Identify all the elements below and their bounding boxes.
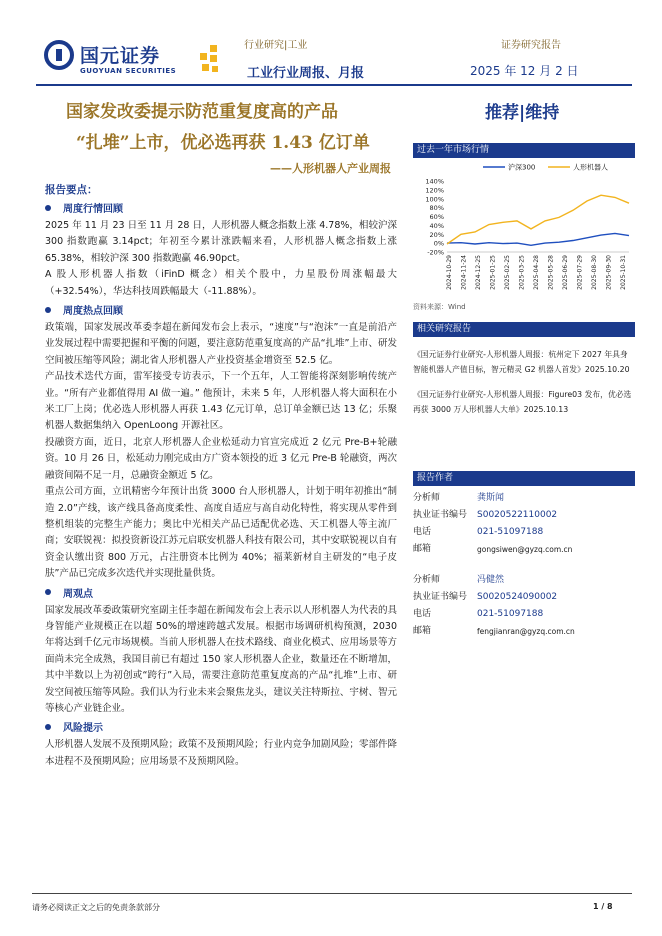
header-subtitle: 工业行业周报、月报	[247, 66, 365, 81]
author-email[interactable]: fengjianran@gyzq.com.cn	[477, 627, 575, 636]
author-row: 邮箱 gongsiwen@gyzq.com.cn	[413, 541, 635, 558]
series-line-humanoid	[447, 195, 629, 244]
header-date: 2025 年 12 月 2 日	[470, 64, 579, 78]
x-tick-label: 2025-05-28	[547, 255, 555, 290]
market-chart-title-bar: 过去一年市场行情	[413, 143, 635, 158]
x-tick-label: 2024-11-24	[460, 255, 468, 290]
bullet-dot-icon	[45, 589, 51, 595]
section-heading: 周度行情回顾	[45, 200, 397, 215]
report-title-line2: “扎堆”上市，优必选再获 1.43 亿订单	[76, 133, 370, 153]
x-tick-label: 2025-10-31	[620, 255, 627, 290]
logo-text-cn: 国元证券	[80, 45, 161, 67]
legend-label: 人形机器人	[573, 163, 608, 172]
y-tick-label: 100%	[425, 195, 444, 204]
series-line-hs300	[447, 233, 629, 245]
x-tick-label: 2025-02-25	[504, 255, 511, 290]
related-reports-title: 相关研究报告	[413, 322, 635, 337]
legend-label: 沪深300	[508, 163, 536, 172]
bullet-dot-icon	[45, 307, 51, 313]
author-name: 冯健然	[477, 575, 505, 585]
page-number: 1 / 8	[593, 902, 613, 911]
paragraph: 重点公司方面，立讯精密今年预计出货 3000 台人形机器人，计划于明年初推出“制造 2.0”产线，该产线具备高度柔性、高度自适应与高自动化特性，将实现从零件到整机组装的完整生产能力；奥比中光相关产品已适配优必选、天工机器人等主流厂商；安联锐视：拟投资新设江苏元启联安机器人科技有限公司，其中安联锐视以自有资金认缴出资 800 万元，占注册资本比例为 40%；福莱新材自主研发的“电子皮肤”产品已完成多次迭代并实现批量供货。	[45, 486, 397, 580]
header-category: 行业研究|工业	[244, 40, 308, 51]
footer-divider	[32, 893, 632, 894]
author-row: 分析师 冯健然	[413, 572, 635, 589]
paragraph: 国家发展改革委政策研究室副主任李超在新闻发布会上表示以人形机器人为代表的具身智能产业规模正在以超 50%的增速跨越式发展。根据市场调研机构预测，2030 年将达到千亿元市场规模。当前人形机器人在技术路线、商业化模式、应用场景等方面尚未完全成熟，我国目前已有超过 150 家人形机器人企业，数量还在不断增加，其中半数以上为初创或“跨行”入局，需要注意防范重复度高的产品“扎堆”上市、研发空间被压缩等风险。我们认为行业未来会聚焦龙头，建议关注特斯拉、宇树、智元等核心产业链企业。	[45, 604, 397, 714]
section-heading: 周度热点回顾	[45, 302, 397, 317]
author-row: 执业证书编号 S0020522110002	[413, 510, 558, 520]
author-email[interactable]: gongsiwen@gyzq.com.cn	[477, 545, 573, 554]
page-header	[0, 0, 662, 86]
x-tick-label: 2025-01-25	[489, 255, 497, 290]
author-row: 分析师 龚斯闻	[413, 490, 635, 507]
x-tick-label: 2025-08-30	[591, 255, 598, 290]
y-tick-label: 0%	[433, 239, 444, 248]
y-tick-label: 120%	[425, 186, 444, 195]
x-tick-label: 2025-09-30	[605, 255, 613, 290]
paragraph: 人形机器人发展不及预期风险；政策不及预期风险；行业内竞争加剧风险；零部件降本进程不及预期风险；应用场景不及预期风险。	[45, 739, 397, 767]
author-row: 执业证书编号 S0020524090002	[413, 592, 558, 602]
section-heading: 周观点	[45, 585, 397, 600]
y-tick-label: 60%	[429, 213, 444, 221]
x-tick-label: 2025-06-29	[562, 255, 569, 290]
related-report-item[interactable]: 《国元证券行业研究-人形机器人周报：Figure03 发布，优必选再获 3000 万人形机器人大单》2025.10.13	[413, 390, 632, 414]
footer-disclaimer: 请务必阅读正文之后的免责条款部分	[32, 903, 160, 912]
paragraph: 产品技术迭代方面，雷军接受专访表示，下一个五年，人工智能将深刻影响传统产业。“所有产业都值得用 AI 做一遍。” 他预计，未来 5 年，人形机器人将大面积在小米工厂上岗；优必选人形机器人再获 1.43 亿元订单，总订单金额已达 13 亿；乐聚机器人数据集纳入 OpenLoong 开源社区。	[45, 371, 397, 432]
report-title-line3: ——人形机器人产业周报	[270, 162, 391, 175]
related-report-item[interactable]: 《国元证券行业研究-人形机器人周报：杭州定下 2027 年具身智能机器人产值目标，智元精灵 G2 机器人首发》2025.10.20	[413, 350, 630, 374]
logo-text-en: GUOYUAN SECURITIES	[80, 67, 177, 75]
bullet-dot-icon	[45, 205, 51, 211]
header-report-type: 证券研究报告	[501, 40, 561, 51]
summary-heading: 报告要点：	[45, 184, 98, 196]
rating: 推荐|维持	[485, 103, 560, 123]
report-title-line1: 国家发改委提示防范重复度高的产品	[66, 102, 338, 122]
chart-source: 资料来源：Wind	[413, 303, 466, 311]
paragraph: 2025 年 11 月 23 日至 11 月 28 日，人形机器人概念指数上涨 4.78%，相较沪深 300 指数跑赢 3.14pct；年初至今累计涨跌幅来看，人形机器人概念指数上涨 65.38%，相较沪深 300 指数跑赢 46.90pct。	[45, 220, 397, 264]
y-tick-label: 140%	[425, 177, 444, 186]
authors-title: 报告作者	[413, 471, 635, 486]
x-tick-label: 2025-03-25	[518, 255, 526, 290]
y-tick-label: 20%	[429, 230, 444, 239]
header-divider	[36, 84, 632, 86]
author-row: 电话 021-51097188	[413, 609, 544, 619]
y-tick-label: -20%	[427, 248, 444, 257]
market-line-chart	[413, 159, 635, 299]
paragraph: 政策端，国家发展改革委李超在新闻发布会上表示，“速度”与“泡沫”一直是前沿产业发展过程中需要把握和平衡的问题，要注意防范重复度高的产品“扎堆”上市、研发空间被压缩等风险；湖北省人形机器人产业投资基金增资至 52.5 亿。	[45, 322, 397, 366]
paragraph: 投融资方面，近日，北京人形机器人企业松延动力官宣完成近 2 亿元 Pre-B+轮融资。10 月 26 日，松延动力刚完成由方广资本领投的近 3 亿元 Pre-B 轮融资，两次融资间隔不足一月，总融资金额近 5 亿。	[45, 436, 397, 481]
section-heading: 风险提示	[45, 719, 397, 734]
paragraph: A 股人形机器人指数（iFinD 概念）相关个股中，力星股份周涨幅最大（+32.54%），华达科技周跌幅最大（-11.88%）。	[45, 269, 397, 297]
author-row: 电话 021-51097188	[413, 527, 544, 537]
y-tick-label: 80%	[429, 204, 444, 213]
logo-squares-icon	[196, 45, 222, 75]
x-tick-label: 2024-10-29	[446, 255, 453, 290]
author-row: 邮箱 fengjianran@gyzq.com.cn	[413, 623, 635, 640]
y-tick-label: 40%	[429, 221, 444, 230]
authors-panel	[413, 471, 635, 640]
x-tick-label: 2024-12-25	[475, 255, 482, 290]
x-tick-label: 2025-07-29	[576, 255, 584, 290]
main-content	[45, 182, 397, 770]
bullet-dot-icon	[45, 724, 51, 730]
related-reports	[413, 322, 635, 417]
author-name: 龚斯闻	[477, 493, 505, 503]
guoyuan-logo-icon	[44, 40, 74, 70]
x-tick-label: 2025-04-28	[533, 255, 540, 290]
